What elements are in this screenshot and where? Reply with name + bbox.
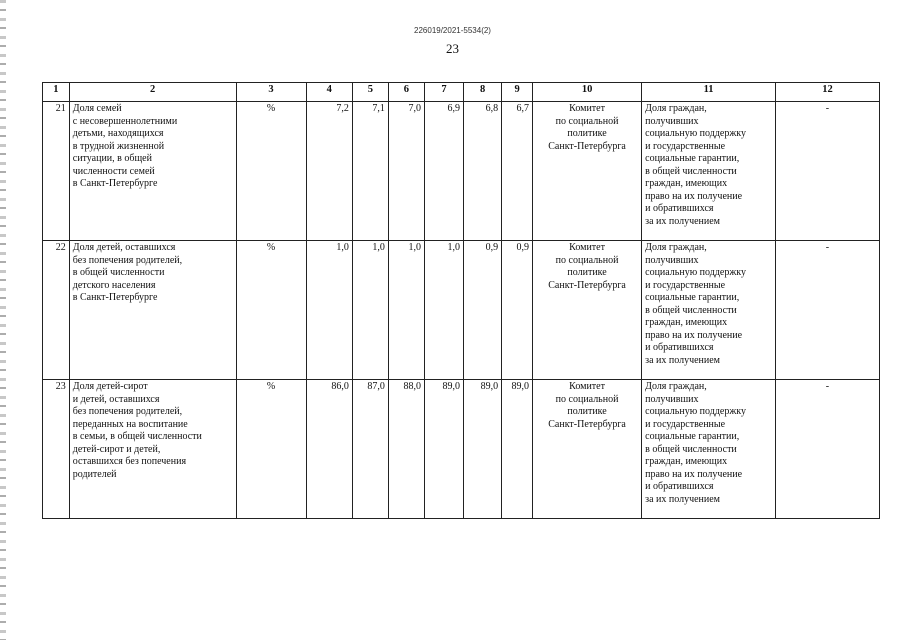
value-cell: 88,0 (388, 380, 424, 519)
registration-number: 226019/2021-5534(2) (414, 26, 491, 35)
value-cell: 1,0 (424, 241, 463, 380)
value-cell: 6,9 (424, 102, 463, 241)
header-cell-10: 10 (533, 83, 642, 102)
value-cell: 1,0 (306, 241, 352, 380)
row-number: 22 (43, 241, 70, 380)
header-row (43, 83, 880, 102)
value-cell: 89,0 (424, 380, 463, 519)
value-cell: 89,0 (464, 380, 502, 519)
header-cell-2: 2 (69, 83, 236, 102)
header-cell-5: 5 (352, 83, 388, 102)
unit-cell: % (236, 102, 306, 241)
column-12-cell: - (775, 241, 879, 380)
page-number: 23 (446, 41, 459, 56)
value-cell: 7,1 (352, 102, 388, 241)
value-cell: 0,9 (464, 241, 502, 380)
row-number: 23 (43, 380, 70, 519)
responsible-executor: Комитет по социальной политике Санкт-Петербурга (533, 102, 642, 241)
value-cell: 6,7 (502, 102, 533, 241)
row-number: 21 (43, 102, 70, 241)
header-cell-9: 9 (502, 83, 533, 102)
responsible-executor: Комитет по социальной политике Санкт-Петербурга (533, 241, 642, 380)
indicator-name: Доля детей-сирот и детей, оставшихся без попечения родителей, переданных на воспитание в семьи, в общей численности детей-сирот и детей, оставшихся без попечения родителей (69, 380, 236, 519)
header-cell-1: 1 (43, 83, 70, 102)
value-cell: 7,2 (306, 102, 352, 241)
header-cell-8: 8 (464, 83, 502, 102)
indicator-name: Доля детей, оставшихся без попечения родителей, в общей численности детского населения в Санкт-Петербурге (69, 241, 236, 380)
unit-cell: % (236, 380, 306, 519)
value-cell: 1,0 (388, 241, 424, 380)
column-12-cell: - (775, 380, 879, 519)
value-cell: 86,0 (306, 380, 352, 519)
indicator-name: Доля семей с несовершеннолетними детьми, находящихся в трудной жизненной ситуации, в общей численности семей в Санкт-Петербурге (69, 102, 236, 241)
table-row (43, 102, 880, 241)
header-cell-3: 3 (236, 83, 306, 102)
linked-indicator: Доля граждан, получивших социальную поддержку и государственные социальные гарантии, в общей численности граждан, имеющих право на их получение и обратившихся за их получением (642, 380, 776, 519)
indicators-table (42, 82, 880, 519)
column-12-cell: - (775, 102, 879, 241)
value-cell: 1,0 (352, 241, 388, 380)
linked-indicator: Доля граждан, получивших социальную поддержку и государственные социальные гарантии, в общей численности граждан, имеющих право на их получение и обратившихся за их получением (642, 241, 776, 380)
value-cell: 7,0 (388, 102, 424, 241)
value-cell: 6,8 (464, 102, 502, 241)
scan-edge-artifact (0, 0, 6, 640)
linked-indicator: Доля граждан, получивших социальную поддержку и государственные социальные гарантии, в общей численности граждан, имеющих право на их получение и обратившихся за их получением (642, 102, 776, 241)
responsible-executor: Комитет по социальной политике Санкт-Петербурга (533, 380, 642, 519)
header-cell-7: 7 (424, 83, 463, 102)
value-cell: 0,9 (502, 241, 533, 380)
header-cell-4: 4 (306, 83, 352, 102)
unit-cell: % (236, 241, 306, 380)
value-cell: 87,0 (352, 380, 388, 519)
header-cell-6: 6 (388, 83, 424, 102)
table-row (43, 380, 880, 519)
header-cell-11: 11 (642, 83, 776, 102)
table-row (43, 241, 880, 380)
value-cell: 89,0 (502, 380, 533, 519)
header-cell-12: 12 (775, 83, 879, 102)
